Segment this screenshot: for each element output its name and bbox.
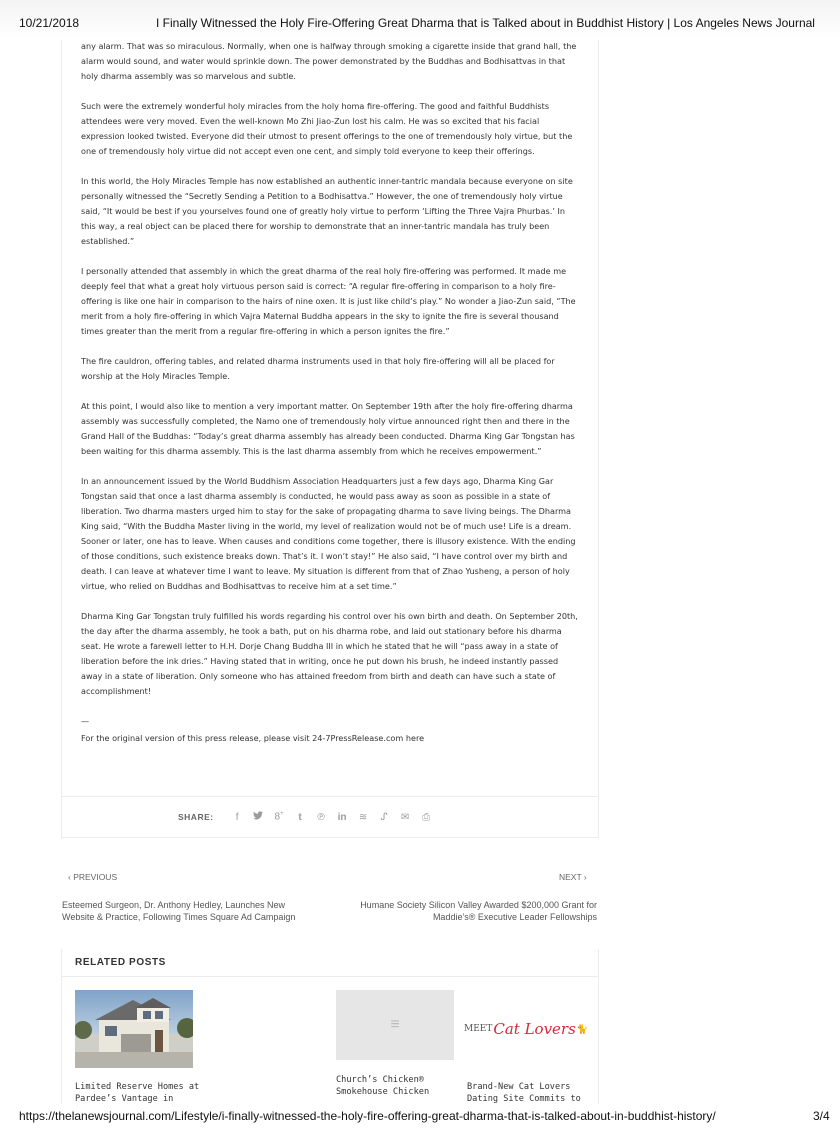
next-post-title[interactable]: Humane Society Silicon Valley Awarded $200,000 Grant for Maddie’s® Executive Leader Fellowships bbox=[360, 900, 597, 922]
article-paragraph: At this point, I would also like to mention a very important matter. On September 19th after the holy fire-offering dharma assembly was successfully completed, the Namo one of tremendously holy virtue announced right then and there in the Grand Hall of the Buddhas: “Today’s great dharma assembly has already been conducted. Dharma King Gar Tongstan has been waiting for this dharma assembly. This is the last dharma assembly from which he receives empowerment.” bbox=[81, 401, 575, 456]
cat-icon: 🐈 bbox=[576, 1023, 589, 1034]
cat-lovers-logo-script: Cat Lovers bbox=[493, 1020, 576, 1038]
print-page-title: I Finally Witnessed the Holy Fire-Offering Great Dharma that is Talked about in Buddhist History | Los Angeles News Journal bbox=[156, 16, 815, 30]
twitter-icon[interactable] bbox=[248, 811, 269, 823]
article-paragraph: Dharma King Gar Tongstan truly fulfilled his words regarding his control over his own birth and death. On September 20th, the day after the dharma assembly, he took a bath, put on his dharma robe, and laid out stationary before his dharma seat. He wrote a farewell letter to H.H. Dorje Chang Buddha III in which he stated that he will “pass away in a state of liberation before the ink dries.” Having stated that in writing, once he put down his brush, he indeed instantly passed away in a state of liberation. Only someone who has attained freedom from birth and death can have such a state of accomplishment! bbox=[81, 611, 578, 696]
print-icon[interactable]: ⎙ bbox=[422, 811, 431, 823]
related-post-title[interactable]: Limited Reserve Homes at Pardee’s Vantage in bbox=[75, 1082, 200, 1104]
article-paragraph: In this world, the Holy Miracles Temple has now established an authentic inner-tantric mandala because everyone on site personally witnessed the “Secretly Sending a Petition to a Bodhisattva.” However, the one of tremendously holy virtue said, “It would be best if you yourselves found one of greatly holy virtue to perform ‘Lifting the Three Vajra Phurbas.’ In this way, a real object can be placed there for worship to demonstrate that an inner-tantric mandala has truly been established.” bbox=[81, 176, 573, 246]
buffer-icon[interactable]: ≋ bbox=[358, 811, 368, 823]
share-label: SHARE: bbox=[178, 812, 214, 822]
related-posts-divider bbox=[62, 976, 598, 977]
related-post-image-cat-lovers[interactable] bbox=[464, 990, 589, 1068]
related-post-image-placeholder[interactable] bbox=[336, 990, 454, 1060]
tumblr-icon[interactable]: t bbox=[298, 811, 302, 823]
previous-post-link[interactable]: ‹ PREVIOUS bbox=[68, 872, 118, 882]
article-paragraph: any alarm. That was so miraculous. Normally, when one is halfway through smoking a cigarette inside that grand hall, the alarm would sound, and water would sprinkle down. The power demonstrated by the Buddhas and Bodhisattvas in that holy dharma assembly was so marvelous and subtle. bbox=[81, 41, 577, 81]
share-divider bbox=[61, 796, 597, 797]
cat-lovers-logo-meet: MEET bbox=[464, 1024, 493, 1034]
document-icon: ≡ bbox=[390, 1016, 400, 1033]
print-date: 10/21/2018 bbox=[19, 16, 80, 30]
related-post-image-house[interactable] bbox=[75, 990, 193, 1068]
related-posts-section bbox=[61, 949, 599, 1119]
article-body bbox=[81, 39, 581, 761]
related-post-title[interactable]: Church’s Chicken® Smokehouse Chicken bbox=[336, 1075, 430, 1097]
article-separator: — bbox=[81, 716, 90, 726]
facebook-icon[interactable]: f bbox=[235, 811, 239, 823]
print-page-number: 3/4 bbox=[813, 1109, 830, 1123]
article-paragraph: I personally attended that assembly in which the great dharma of the real holy fire-offering was performed. It made me deeply feel that what a great holy virtuous person said is correct: “A regular fire-offering in comparison to a holy fire-offering is like one hair in comparison to the hairs of nine oxen. It is just like child’s play.” No wonder a Jiao-Zun said, “The merit from a holy fire-offering in which Vajra Maternal Buddha appears in the sky to ignite the fire is several thousand times greater than the merit from a regular fire-offering in which a person ignites the fire.” bbox=[81, 266, 576, 336]
article-paragraph: The fire cauldron, offering tables, and related dharma instruments used in that holy fire-offering will all be placed for worship at the Holy Miracles Temple. bbox=[81, 356, 555, 381]
stumbleupon-icon[interactable]: ᔑ bbox=[380, 811, 388, 823]
related-post-title[interactable]: Brand-New Cat Lovers Dating Site Commits to bbox=[467, 1082, 581, 1104]
press-release-credit-link[interactable]: For the original version of this press release, please visit 24-7PressRelease.com here bbox=[81, 733, 425, 743]
google-plus-icon[interactable]: 8+ bbox=[274, 811, 284, 823]
next-post-link[interactable]: NEXT › bbox=[559, 872, 587, 882]
article-paragraph: Such were the extremely wonderful holy miracles from the holy homa fire-offering. The good and faithful Buddhists attendees were very moved. Even the well-known Mo Zhi Jiao-Zun lost his calm. He was so excited that his facial expression looked twisted. Everyone did their utmost to present offerings to the one of tremendously holy virtue, but the one of tremendously holy virtue did not accept even one cent, and simply told everyone to keep their offerings. bbox=[81, 101, 573, 156]
share-bar bbox=[178, 811, 437, 823]
article-paragraph: In an announcement issued by the World Buddhism Association Headquarters just a few days ago, Dharma King Gar Tongstan said that once a last dharma assembly is conducted, he would pass away as soon as possible in a state of liberation. Two dharma masters urged him to stay for the sake of propagating dharma to save living beings. The Dharma King said, “With the Buddha Master living in the world, my level of realization would not be of much use! Life is a dream. Sooner or later, one has to leave. When causes and conditions come together, there is illusory existence. With the ending of those conditions, such existence breaks down. That’s it. I won’t stay!” He also said, “I have control over my birth and death. I can leave at whatever time I want to leave. My situation is different from that of Zhao Yusheng, a person of holy virtue, who relied on Buddhas and Bodhisattvas to receive him at a set time.” bbox=[81, 476, 576, 591]
related-posts-heading: RELATED POSTS bbox=[75, 957, 166, 968]
linkedin-icon[interactable]: in bbox=[337, 811, 347, 823]
pinterest-icon[interactable]: ℗ bbox=[317, 811, 325, 823]
print-header bbox=[0, 0, 840, 40]
print-footer-url: https://thelanewsjournal.com/Lifestyle/i-finally-witnessed-the-holy-fire-offering-great-dharma-that-is-talked-about-in-buddhist-history/ bbox=[19, 1109, 716, 1123]
email-icon[interactable]: ✉ bbox=[400, 811, 410, 823]
previous-post-title[interactable]: Esteemed Surgeon, Dr. Anthony Hedley, Launches New Website & Practice, Following Times Square Ad Campaign bbox=[62, 900, 296, 922]
